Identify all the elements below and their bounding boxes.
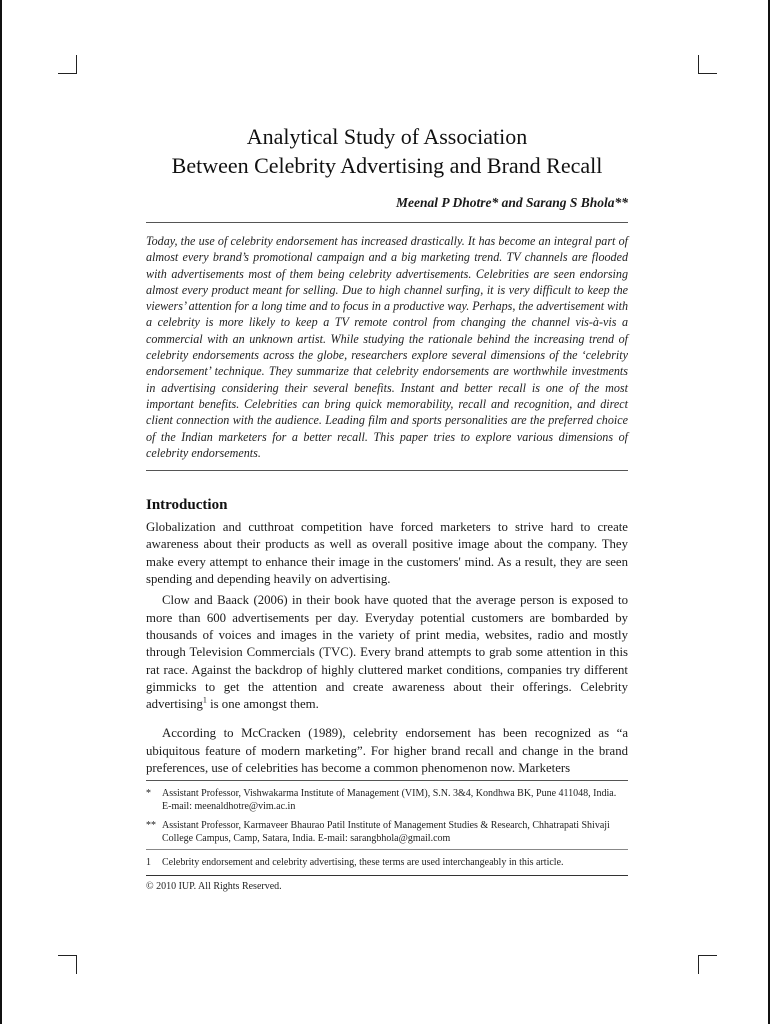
footnote-terms xyxy=(146,856,628,869)
footnote-author-2 xyxy=(146,819,628,845)
crop-mark-top-right xyxy=(698,55,717,74)
paragraph-2-end: is one amongst them. xyxy=(206,697,319,712)
footnote-text: Assistant Professor, Karmaveer Bhaurao Patil Institute of Management Studies & Research, Chhatrapati Shivaji College Campus, Camp, Satara, India. E-mail: sarangbhola@gmail.com xyxy=(162,820,610,845)
footnote-mark: 1 xyxy=(146,857,151,869)
footnote-divider xyxy=(146,849,628,850)
crop-mark-top-left xyxy=(58,55,77,74)
footnote-text: Assistant Professor, Vishwakarma Institute of Management (VIM), S.N. 3&4, Kondhwa BK, Pune 411048, India. E-mail: meenaldhotre@vim.ac.in xyxy=(162,788,617,813)
copyright-rule xyxy=(146,875,628,876)
section-heading-introduction: Introduction xyxy=(146,497,228,514)
footnote-ref-1: 1 xyxy=(202,695,207,705)
footnote-author-1 xyxy=(146,787,628,813)
paper-content xyxy=(146,122,628,893)
footnote-mark: ** xyxy=(146,820,156,832)
paragraph-2-text: Clow and Baack (2006) in their book have quoted that the average person is exposed to more than 600 advertisements per day. Everyday potential customers are bombarded by thousands of voices and images in the variety of print media, websites, radio and mostly through Television Commercials (TVC). Every brand attempts to grab some attention in this rat race. Against the backdrop of highly cluttered market conditions, companies try different gimmicks to get the attention and create awareness about their offerings. Celebrity advertising xyxy=(146,593,628,712)
abstract-top-rule xyxy=(146,222,628,223)
footnote-mark: * xyxy=(146,788,151,800)
copyright-notice: © 2010 IUP. All Rights Reserved. xyxy=(146,881,282,893)
body-paragraph-3: According to McCracken (1989), celebrity endorsement has been recognized as “a ubiquitous feature of modern marketing”. For higher brand recall and change in the brand preferences, use of celebrities has become a common phenomenon now. Marketers xyxy=(146,726,628,776)
abstract-bottom-rule xyxy=(146,470,628,471)
paper-title xyxy=(146,122,628,180)
crop-mark-bottom-right xyxy=(698,955,717,974)
body-paragraph-2 xyxy=(146,592,628,713)
footnote-rule xyxy=(146,780,628,781)
footnote-text: Celebrity endorsement and celebrity advertising, these terms are used interchangeably in this article. xyxy=(162,857,564,869)
title-line-1: Analytical Study of Association xyxy=(246,124,528,149)
abstract: Today, the use of celebrity endorsement has increased drastically. It has become an integral part of almost every brand’s promotional campaign and a big marketing trend. TV channels are flooded with advertisements most of them being celebrity advertisements. Celebrities are seen endorsing almost every product meant for selling. Due to high channel surfing, it is very difficult to keep the viewers’ attention for a long time and to focus in a productive way. Perhaps, the advertisement with a celebrity is more likely to keep a TV remote control from changing the channel vis-à-vis a commercial with an unknown artist. While studying the rationale behind the increasing trend of celebrity endorsements across the globe, researchers explore several dimensions of the ‘celebrity endorsement’ technique. They summarize that celebrity endorsements are worthwhile investments in advertising considering their several benefits. Instant and better recall is one of the most important benefits. Celebrities can bring quick memorability, recall and recognition, and direct client connection with the audience. Leading film and sports personalities are the preferred choice of the Indian marketers for a better recall. This paper tries to explore various dimensions of celebrity endorsements. xyxy=(146,234,628,460)
author-line: Meenal P Dhotre* and Sarang S Bhola** xyxy=(395,195,628,210)
title-line-2: Between Celebrity Advertising and Brand Recall xyxy=(171,153,603,178)
body-paragraph-1: Globalization and cutthroat competition have forced marketers to strive hard to create awareness about their products as well as overall positive image about the company. They make every attempt to enhance their image in the customers' mind. As a result, they are seen spending and depending heavily on advertising. xyxy=(146,520,628,587)
crop-mark-bottom-left xyxy=(58,955,77,974)
